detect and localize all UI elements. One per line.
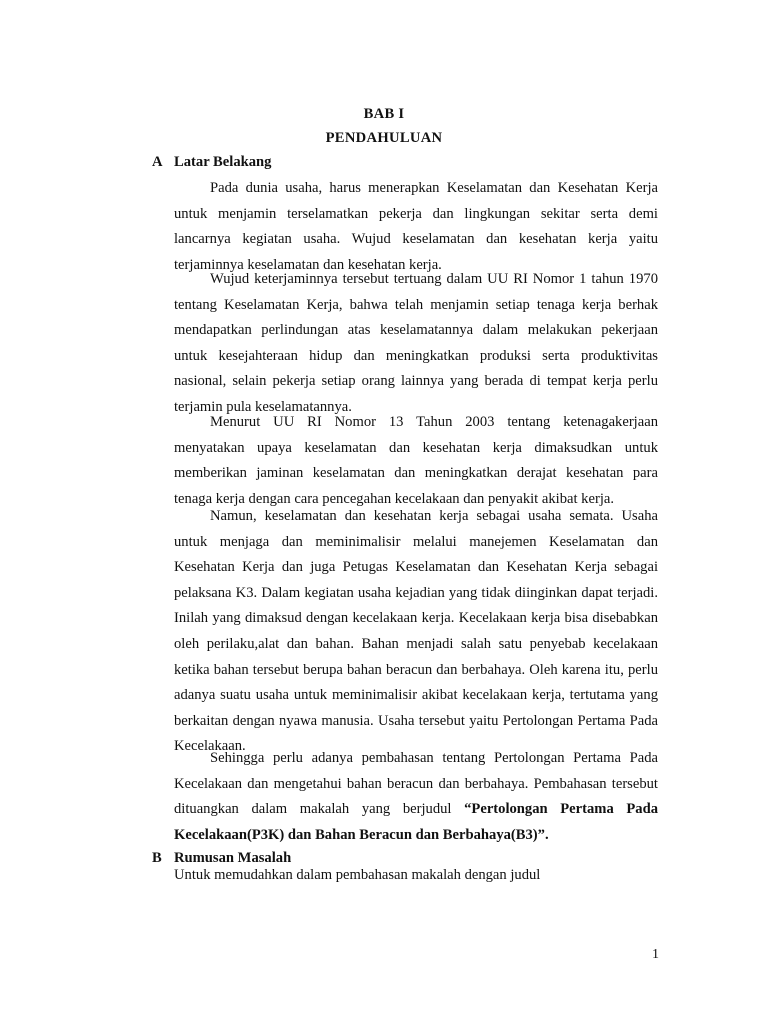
paragraph-5-text: Sehingga perlu adanya pembahasan tentang Pertolongan Pertama Pada Kecelakaan dan mengetahui bahan beracun dan berbahaya. Pembahasan tersebut dituangkan dalam makalah yang berjudul (174, 750, 658, 818)
paper-title-quote: “Pertolongan Pertama Pada Kecelakaan(P3K) dan Bahan Beracun dan Berbahaya(B3)”. (174, 801, 658, 843)
section-a-title: Latar Belakang (174, 154, 272, 170)
paragraph-1: Pada dunia usaha, harus menerapkan Keselamatan dan Kesehatan Kerja untuk menjamin terselamatkan pekerja dan lingkungan sekitar serta demi lancarnya kegiatan usaha. Wujud keselamatan dan kesehatan kerja yaitu terjaminnya keselamatan dan kesehatan kerja. (174, 180, 658, 273)
paragraph-4: Namun, keselamatan dan kesehatan kerja sebagai usaha semata. Usaha untuk menjaga dan meminimalisir melalui manejemen Keselamatan dan Kesehatan Kerja dan juga Petugas Keselamatan dan Kesehatan Kerja sebagai pelaksana K3. Dalam kegiatan usaha kejadian yang tidak diinginkan dapat terjadi. Inilah yang dimaksud dengan kecelakaan kerja. Kecelakaan kerja bisa disebabkan oleh perilaku,alat dan bahan. Bahan menjadi salah satu penyebab kecelakaan ketika bahan tersebut berupa bahan beracun dan berbahaya. Oleh karena itu, perlu adanya suatu usaha untuk meminimalisir akibat kecelakaan kerja, tertutama yang berkaitan dengan nyawa manusia. Usaha tersebut yaitu Pertolongan Pertama Pada Kecelakaan. (174, 508, 658, 755)
chapter-title: PENDAHULUAN (325, 130, 443, 146)
paragraph-3: Menurut UU RI Nomor 13 Tahun 2003 tentang ketenagakerjaan menyatakan upaya keselamatan dan kesehatan kerja dimaksudkan untuk memberikan jaminan keselamatan dan meningkatkan derajat kesehatan para tenaga kerja dengan cara pencegahan kecelakaan dan penyakit akibat kerja. (174, 414, 658, 507)
paragraph-5 (174, 746, 658, 848)
chapter-label: BAB I (363, 106, 405, 122)
section-b-text: Untuk memudahkan dalam pembahasan makalah dengan judul (174, 867, 541, 883)
page-number: 1 (652, 947, 659, 962)
section-a-heading (152, 154, 271, 171)
paragraph-2: Wujud keterjaminnya tersebut tertuang dalam UU RI Nomor 1 tahun 1970 tentang Keselamatan Kerja, bahwa telah menjamin setiap tenaga kerja berhak mendapatkan perlindungan atas keselamatannya dalam melakukan pekerjaan untuk kesejahteraan hidup dan meningkatkan produksi serta produktivitas nasional, selain pekerja setiap orang lainnya yang berada di tempat kerja perlu terjamin pula keselamatannya. (174, 271, 658, 415)
section-a-number: A (152, 154, 163, 170)
section-b-number: B (152, 850, 162, 866)
section-b-title: Rumusan Masalah (174, 850, 292, 866)
